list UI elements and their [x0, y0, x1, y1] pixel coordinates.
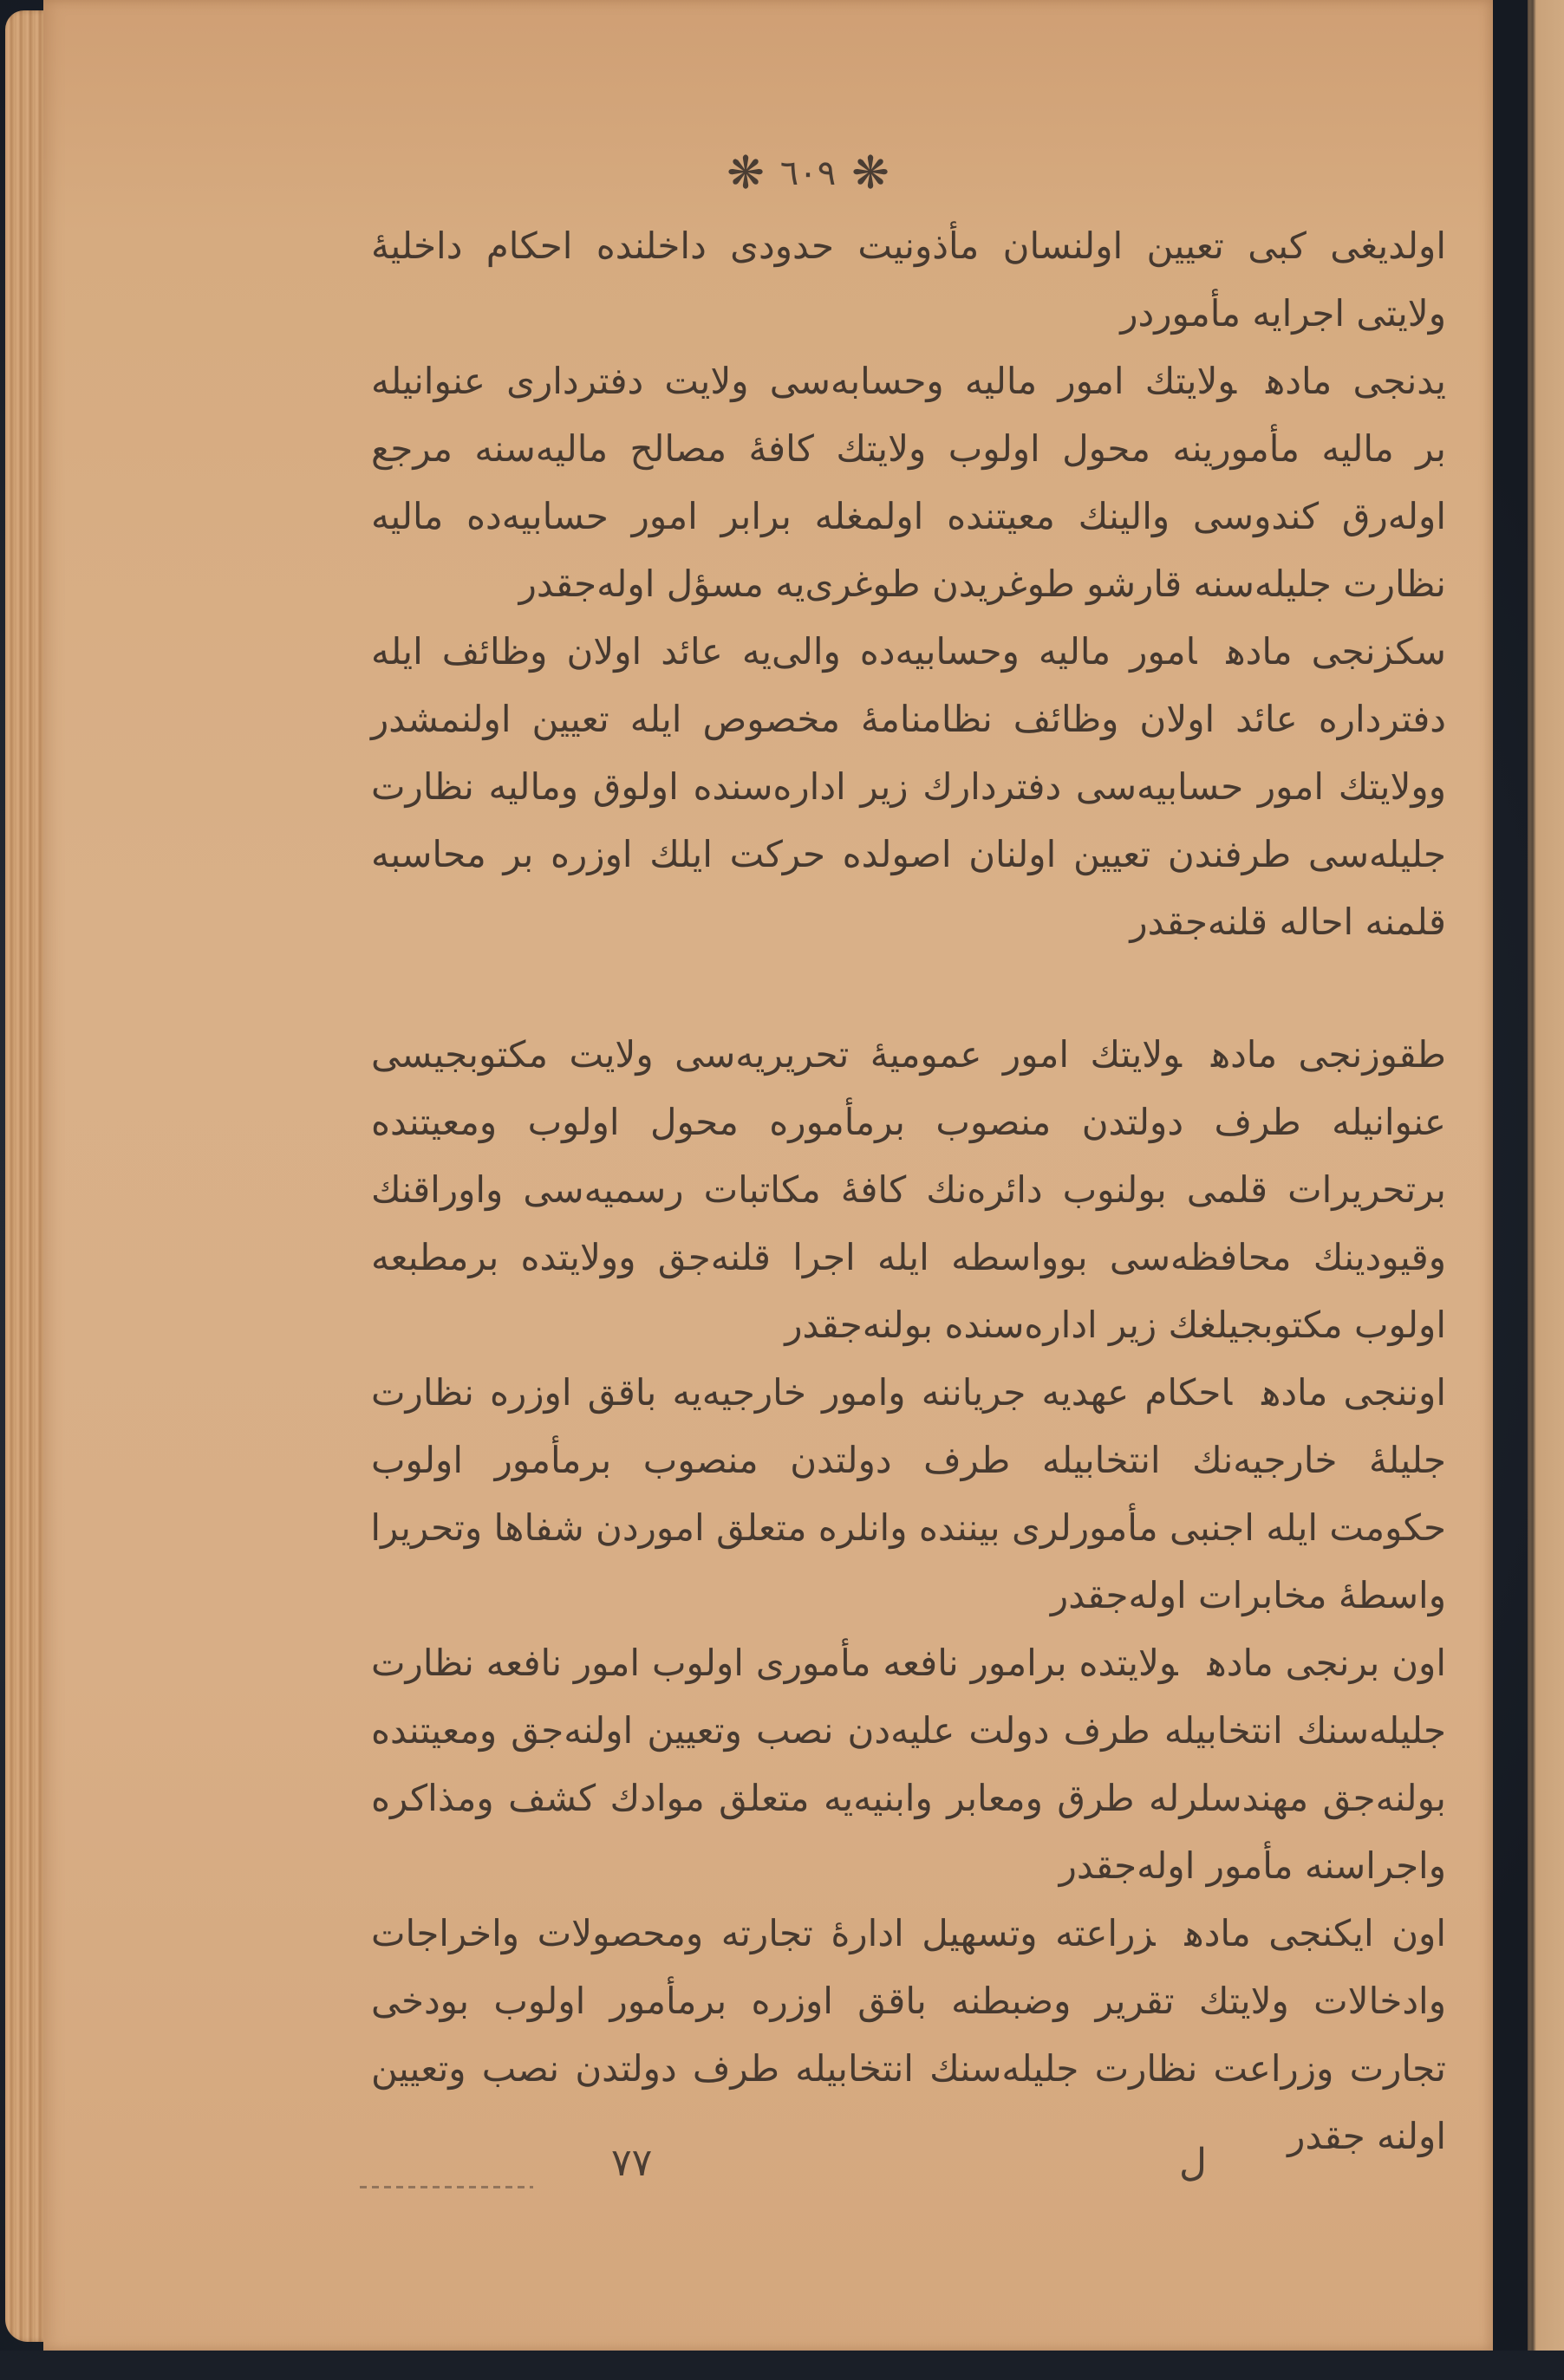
page-footer	[0, 2141, 1564, 2201]
article-number-label: سکزنجی ماده	[1226, 630, 1446, 673]
line-text: بولنه‌جق مهندسلرله طرق ومعابر وابنیه‌یه متعلق موادك کشف ومذاکره	[371, 1777, 1446, 1819]
line-text: اولنه جقدر	[1287, 2115, 1446, 2157]
text-line	[371, 1765, 1446, 1832]
line-text: ولایتی اجرایه مأموردر	[1120, 292, 1446, 335]
text-line	[371, 1697, 1446, 1765]
text-line	[371, 483, 1446, 550]
text-line	[371, 821, 1446, 888]
signature-number: ٧٧	[611, 2141, 653, 2185]
signature-letter: ل	[1179, 2141, 1207, 2185]
line-text: قلمنه احاله قلنه‌جقدر	[1130, 901, 1446, 943]
book-bottom-shadow	[0, 2351, 1564, 2380]
text-line	[371, 1089, 1446, 1156]
line-text: جلیلهٔ خارجیه‌نك انتخابیله طرف دولتدن منصوب برمأمور اولوب	[371, 1439, 1446, 1481]
article-number-label: اوننجی ماده	[1261, 1371, 1446, 1414]
line-text: ولایتده برامور نافعه مأموری اولوب امور نافعه نظارت	[371, 1642, 1178, 1684]
line-text: برتحریرات قلمی بولنوب دائره‌نك کافهٔ مکاتبات رسمیه‌سی واوراقنك	[371, 1168, 1446, 1211]
line-text: احکام عهدیه جریاننه وامور خارجیه‌یه باقق اوزره نظارت	[371, 1371, 1233, 1414]
line-text: عنوانیله طرف دولتدن منصوب برمأموره محول اولوب ومعیتنده	[371, 1101, 1446, 1143]
page-number: ٦٠٩	[779, 153, 837, 193]
article-number-label: اون ایکنجی ماده	[1184, 1912, 1446, 1954]
line-text: اولوب مکتوبجیلغك زیر اداره‌سنده بولنه‌جقدر	[785, 1304, 1446, 1346]
article-line	[371, 1359, 1446, 1427]
line-text: امور مالیه وحسابیه‌ده والی‌یه عائد اولان وظائف ایله	[371, 630, 1197, 673]
text-line	[371, 753, 1446, 821]
article-line	[371, 348, 1446, 415]
article-line	[371, 1629, 1446, 1697]
facing-page-strip	[1529, 0, 1564, 2366]
text-line	[371, 1291, 1446, 1359]
line-text: واجراسنه مأمور اوله‌جقدر	[1059, 1844, 1446, 1887]
article-line	[371, 1900, 1446, 1967]
article-line	[371, 1021, 1446, 1089]
text-line	[371, 280, 1446, 348]
line-text: جلیله‌سی طرفندن تعیین اولنان اصولده حرکت ایلك اوزره بر محاسبه	[371, 833, 1446, 875]
text-line	[371, 550, 1446, 618]
line-text: ولایتك امور مالیه وحسابه‌سی ولایت دفترداری عنوانیله	[371, 360, 1237, 402]
text-line	[371, 686, 1446, 753]
line-text: حکومت ایله اجنبی مأمورلری بیننده وانلره متعلق اموردن شفاها وتحریرا	[370, 1506, 1446, 1549]
line-text: وولایتك امور حسابیه‌سی دفتردارك زیر اداره‌سنده اولوق ومالیه نظارت	[371, 765, 1446, 808]
paragraph-gap	[371, 956, 1446, 1021]
text-line	[371, 1427, 1446, 1494]
line-text: بر مالیه مأمورینه محول اولوب ولایتك کافهٔ مصالح مالیه‌سنه مرجع	[371, 427, 1446, 470]
text-line	[371, 1156, 1446, 1224]
line-text: نظارت جلیله‌سنه قارشو طوغریدن طوغری‌یه مسؤل اولەجقدر	[518, 562, 1446, 605]
line-text: واسطهٔ مخابرات اوله‌جقدر	[1050, 1574, 1446, 1616]
page-header	[0, 147, 1564, 199]
line-text: تجارت وزراعت نظارت جلیله‌سنك انتخابیله طرف دولتدن نصب وتعیین	[371, 2047, 1446, 2090]
line-text: ولایتك امور عمومیهٔ تحریریه‌سی ولایت مکتوبجیسی	[371, 1033, 1182, 1076]
article-number-label: طقوزنجی ماده	[1210, 1033, 1446, 1076]
article-number-label: یدنجی ماده	[1266, 360, 1446, 402]
article-number-label: اون برنجی ماده	[1207, 1642, 1447, 1684]
line-text: اولدیغی کبی تعیین اولنسان مأذونیت حدودی داخلنده احکام داخلیهٔ	[371, 224, 1446, 267]
text-line	[371, 2035, 1446, 2103]
line-text: وقیودینك محافظه‌سی بوواسطه ایله اجرا قلنه‌جق وولایتده برمطبعه	[371, 1236, 1446, 1278]
line-text: زراعته وتسهیل ادارهٔ تجارته ومحصولات واخراجات	[371, 1912, 1156, 1954]
book-page-edges	[5, 10, 49, 2342]
text-line	[371, 1224, 1446, 1291]
text-line	[371, 415, 1446, 483]
ornament-left-icon: ❋	[727, 147, 765, 199]
text-line	[371, 1494, 1446, 1562]
line-text: دفترداره عائد اولان وظائف نظامنامهٔ مخصوص ایله تعیین اولنمشدر	[371, 698, 1446, 740]
article-line	[371, 618, 1446, 686]
text-line	[371, 888, 1446, 956]
text-line	[371, 1562, 1446, 1629]
text-line	[371, 1967, 1446, 2035]
text-line	[371, 1832, 1446, 1900]
line-text: جلیله‌سنك انتخابیله طرف دولت علیه‌دن نصب وتعیین اولنه‌جق ومعیتنده	[371, 1709, 1446, 1752]
line-text: اولەرق کندوسی والینك معیتنده اولمغله برابر امور حسابیه‌ده مالیه	[371, 495, 1446, 537]
line-text: وادخالات ولایتك تقریر وضبطنه باقق اوزره برمأمور اولوب بودخی	[371, 1980, 1446, 2022]
text-line	[371, 212, 1446, 280]
ornament-right-icon: ❋	[851, 147, 890, 199]
body-text	[371, 212, 1446, 2170]
